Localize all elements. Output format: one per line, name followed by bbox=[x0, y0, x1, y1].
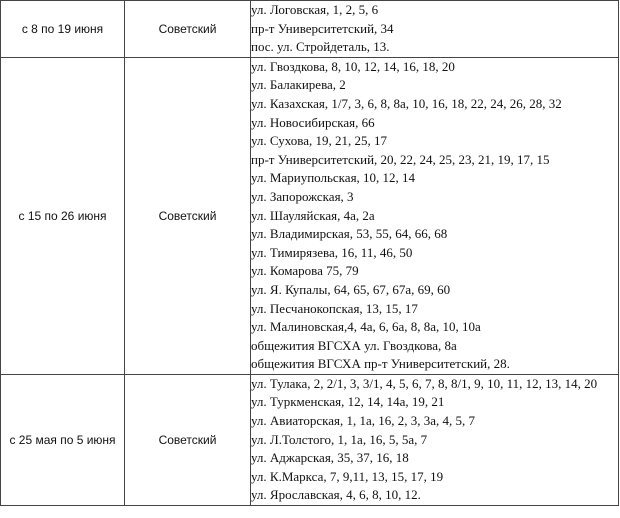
district-cell: Советский bbox=[125, 1, 251, 58]
district-cell: Советский bbox=[125, 57, 251, 374]
street-line: ул. Владимирская, 53, 55, 64, 66, 68 bbox=[251, 226, 448, 242]
street-line: ул. Ярославская, 4, 6, 8, 10, 12. bbox=[251, 487, 421, 503]
street-line: ул. Мариупольская, 10, 12, 14 bbox=[251, 170, 416, 186]
streets-cell bbox=[251, 1, 619, 58]
street-line: ул. Песчанокопская, 13, 15, 17 bbox=[251, 300, 418, 316]
street-line: пос. ул. Стройдеталь, 13. bbox=[251, 39, 390, 55]
street-line: ул. Тулака, 2, 2/1, 3, 3/1, 4, 5, 6, 7, 8, 8/1, 9, 10, 11, 12, 13, 14, 20 bbox=[251, 375, 598, 391]
street-line: ул. Авиаторская, 1, 1а, 16, 2, 3, 3а, 4, 5, 7 bbox=[251, 413, 476, 429]
period-cell: с 8 по 19 июня bbox=[1, 1, 125, 58]
street-line: ул. Тимирязева, 16, 11, 46, 50 bbox=[251, 244, 413, 260]
table-row bbox=[1, 374, 619, 505]
period-cell: с 15 по 26 июня bbox=[1, 57, 125, 374]
streets-cell bbox=[251, 374, 619, 505]
district-cell: Советский bbox=[125, 374, 251, 505]
street-line: ул. К.Маркса, 7, 9,11, 13, 15, 17, 19 bbox=[251, 468, 444, 484]
street-line: ул. Я. Купалы, 64, 65, 67, 67а, 69, 60 bbox=[251, 281, 451, 297]
streets-cell bbox=[251, 57, 619, 374]
street-line: ул. Шауляйская, 4а, 2а bbox=[251, 207, 375, 223]
street-line: общежития ВГСХА пр-т Университетский, 28. bbox=[251, 356, 510, 372]
street-line: ул. Гвоздкова, 8, 10, 12, 14, 16, 18, 20 bbox=[251, 58, 455, 74]
street-line: ул. Балакирева, 2 bbox=[251, 77, 346, 93]
street-line: ул. Малиновская,4, 4а, 6, 6а, 8, 8а, 10, 10а bbox=[251, 319, 481, 335]
street-line: пр-т Университетский, 20, 22, 24, 25, 23, 21, 19, 17, 15 bbox=[251, 151, 550, 167]
table-row bbox=[1, 1, 619, 58]
street-line: общежития ВГСХА ул. Гвоздкова, 8а bbox=[251, 337, 457, 353]
street-line: ул. Новосибирская, 66 bbox=[251, 114, 375, 130]
street-line: ул. Сухова, 19, 21, 25, 17 bbox=[251, 133, 388, 149]
street-line: ул. Комарова 75, 79 bbox=[251, 263, 359, 279]
street-line: ул. Туркменская, 12, 14, 14а, 19, 21 bbox=[251, 394, 445, 410]
street-line: ул. Л.Толстого, 1, 1а, 16, 5, 5а, 7 bbox=[251, 431, 428, 447]
street-line: ул. Логовская, 1, 2, 5, 6 bbox=[251, 2, 379, 17]
street-line: ул. Запорожская, 3 bbox=[251, 188, 354, 204]
period-cell: с 25 мая по 5 июня bbox=[1, 374, 125, 505]
street-line: ул. Аджарская, 35, 37, 16, 18 bbox=[251, 450, 409, 466]
street-line: ул. Казахская, 1/7, 3, 6, 8, 8а, 10, 16, 18, 22, 24, 26, 28, 32 bbox=[251, 95, 562, 111]
street-line: пр-т Университетский, 34 bbox=[251, 20, 394, 36]
table-row bbox=[1, 57, 619, 374]
